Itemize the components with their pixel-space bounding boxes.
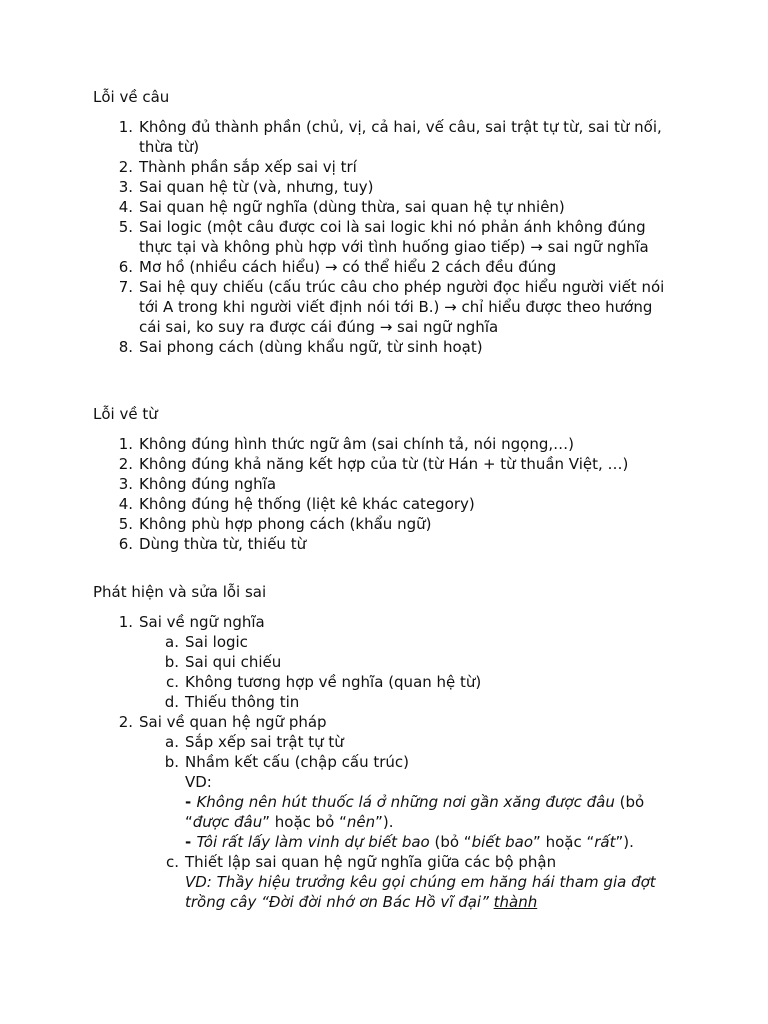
list-loi-ve-tu — [93, 434, 673, 554]
list-item-text: Mơ hồ (nhiều cách hiểu) → có thể hiểu 2 cách đều đúng — [139, 258, 557, 276]
sublist-item-text: Thiếu thông tin — [185, 693, 300, 711]
sublist-item-text: Sai logic — [185, 633, 248, 651]
list-loi-ve-cau — [93, 117, 673, 357]
list-item-text: Sai quan hệ từ (và, nhưng, tuy) — [139, 178, 374, 196]
list-item-text: Không đúng nghĩa — [139, 475, 277, 493]
list-item-text: Sai về ngữ nghĩa — [139, 613, 265, 631]
sublist-item: a. Sắp xếp sai trật tự từ — [165, 733, 344, 751]
example-1: - Không nên hút thuốc lá ở những nơi gần xăng được đâu (bỏ “được đâu” hoặc bỏ “nên”). — [185, 793, 645, 831]
example-3 — [185, 872, 673, 912]
list-item: 2. Sai về quan hệ ngữ pháp a. Sắp xếp sai trật tự từ b. Nhầm kết cấu (chập cấu trúc) VD: - Không nên hút thuốc lá ở những nơi gần xăng được đâu (bỏ “được đâu” hoặc bỏ “nên”). - Tôi rất lấy làm vinh dự biết bao (bỏ “biết bao” hoặc “rất”). c. Thiết lập sai quan hệ ngữ nghĩa giữa các bộ phận VD: Thầy hiệu trưởng kêu gọi chúng em hăng hái tham gia đợt trồng cây “Đời đời nhớ ơn Bác Hồ vĩ đại” thành — [93, 712, 673, 912]
sublist-item: c. Không tương hợp về nghĩa (quan hệ từ) — [165, 673, 482, 691]
sublist-item-text: Sai qui chiếu — [185, 653, 282, 671]
list-item: 1. Không đúng hình thức ngữ âm (sai chính tả, nói ngọng,…) — [118, 435, 574, 453]
list-item: 1. Không đủ thành phần (chủ, vị, cả hai, vế câu, sai trật tự từ, sai từ nối, thừa từ) — [118, 118, 662, 156]
list-item: 3. Không đúng nghĩa — [118, 475, 277, 493]
list-item: 6. Mơ hồ (nhiều cách hiểu) → có thể hiểu 2 cách đều đúng — [118, 258, 557, 276]
list-item: 2. Không đúng khả năng kết hợp của từ (từ Hán + từ thuần Việt, …) — [118, 455, 629, 473]
sublist-item: a. Sai logic — [165, 633, 248, 651]
sublist-item-text: Nhầm kết cấu (chập cấu trúc) — [185, 753, 410, 771]
sublist-item: c. Thiết lập sai quan hệ ngữ nghĩa giữa các bộ phận VD: Thầy hiệu trưởng kêu gọi chúng em hăng hái tham gia đợt trồng cây “Đời đời nhớ ơn Bác Hồ vĩ đại” thành — [139, 852, 673, 912]
example-text: Không nên hút thuốc lá ở những nơi gần xăng được đâu — [196, 793, 615, 811]
list-item: 8. Sai phong cách (dùng khẩu ngữ, từ sinh hoạt) — [118, 338, 483, 356]
list-phat-hien — [93, 612, 673, 912]
sublist-ngu-nghia — [139, 632, 673, 712]
sublist-item: b. Sai qui chiếu — [164, 653, 282, 671]
list-item-text: Không đúng hình thức ngữ âm (sai chính tả, nói ngọng,…) — [139, 435, 574, 453]
list-item: 6. Dùng thừa từ, thiếu từ — [118, 535, 307, 553]
list-item-text: Không đủ thành phần (chủ, vị, cả hai, vế câu, sai trật tự từ, sai từ nối, thừa từ) — [139, 118, 662, 156]
list-item-text: Không đúng khả năng kết hợp của từ (từ Hán + từ thuần Việt, …) — [139, 455, 629, 473]
list-item: 7. Sai hệ quy chiếu (cấu trúc câu cho phép người đọc hiểu người viết nói tới A trong khi người viết định nói tới B.) → chỉ hiểu được theo hướng cái sai, ko suy ra được cái đúng → sai ngữ nghĩa — [118, 278, 665, 336]
example-text: Tôi rất lấy làm vinh dự biết bao — [196, 833, 430, 851]
example-2: - Tôi rất lấy làm vinh dự biết bao (bỏ “biết bao” hoặc “rất”). — [185, 833, 634, 851]
example-dash: - — [185, 793, 197, 811]
list-item: 4. Sai quan hệ ngữ nghĩa (dùng thừa, sai quan hệ tự nhiên) — [118, 198, 565, 216]
sublist-ngu-phap — [139, 732, 673, 912]
list-item-text: Sai về quan hệ ngữ pháp — [139, 713, 327, 731]
sublist-item-text: Không tương hợp về nghĩa (quan hệ từ) — [185, 673, 482, 691]
sublist-item: d. Thiếu thông tin — [164, 693, 300, 711]
underlined-text: thành — [493, 893, 538, 911]
example-text: VD: Thầy hiệu trưởng kêu gọi chúng em hăng hái tham gia đợt trồng cây “Đời đời nhớ ơn Bác Hồ vĩ đại” — [185, 873, 656, 911]
section-heading-phat-hien: Phát hiện và sửa lỗi sai — [93, 583, 267, 601]
list-item-text: Dùng thừa từ, thiếu từ — [139, 535, 307, 553]
example-label: VD: — [185, 773, 212, 791]
sublist-item-text: Thiết lập sai quan hệ ngữ nghĩa giữa các bộ phận — [185, 853, 557, 871]
list-item: 5. Sai logic (một câu được coi là sai logic khi nó phản ánh không đúng thực tại và không phù hợp với tình huống giao tiếp) → sai ngữ nghĩa — [118, 218, 649, 256]
sublist-item: b. Nhầm kết cấu (chập cấu trúc) VD: - Không nên hút thuốc lá ở những nơi gần xăng được đâu (bỏ “được đâu” hoặc bỏ “nên”). - Tôi rất lấy làm vinh dự biết bao (bỏ “biết bao” hoặc “rất”). — [139, 752, 673, 852]
list-item-text: Thành phần sắp xếp sai vị trí — [139, 158, 357, 176]
sublist-item-text: Sắp xếp sai trật tự từ — [185, 733, 344, 751]
list-item-text: Không đúng hệ thống (liệt kê khác category) — [139, 495, 475, 513]
list-item-text: Sai logic (một câu được coi là sai logic khi nó phản ánh không đúng thực tại và không phù hợp với tình huống giao tiếp) → sai ngữ nghĩa — [139, 218, 649, 256]
list-item: 3. Sai quan hệ từ (và, nhưng, tuy) — [118, 178, 374, 196]
list-item-text: Sai phong cách (dùng khẩu ngữ, từ sinh hoạt) — [139, 338, 483, 356]
list-item-text: Sai quan hệ ngữ nghĩa (dùng thừa, sai quan hệ tự nhiên) — [139, 198, 565, 216]
list-item: 2. Thành phần sắp xếp sai vị trí — [118, 158, 357, 176]
list-item-text: Sai hệ quy chiếu (cấu trúc câu cho phép người đọc hiểu người viết nói tới A trong khi người viết định nói tới B.) → chỉ hiểu được theo hướng cái sai, ko suy ra được cái đúng → sai ngữ nghĩa — [139, 278, 665, 336]
list-item: 5. Không phù hợp phong cách (khẩu ngữ) — [118, 515, 432, 533]
section-heading-loi-ve-tu: Lỗi về từ — [93, 405, 158, 423]
example-dash: - — [185, 833, 197, 851]
list-item-text: Không phù hợp phong cách (khẩu ngữ) — [139, 515, 432, 533]
section-heading-loi-ve-cau: Lỗi về câu — [93, 88, 170, 106]
list-item: 4. Không đúng hệ thống (liệt kê khác category) — [118, 495, 475, 513]
list-item: 1. Sai về ngữ nghĩa a. Sai logic b. Sai qui chiếu c. Không tương hợp về nghĩa (quan hệ từ) d. Thiếu thông tin — [93, 612, 673, 712]
